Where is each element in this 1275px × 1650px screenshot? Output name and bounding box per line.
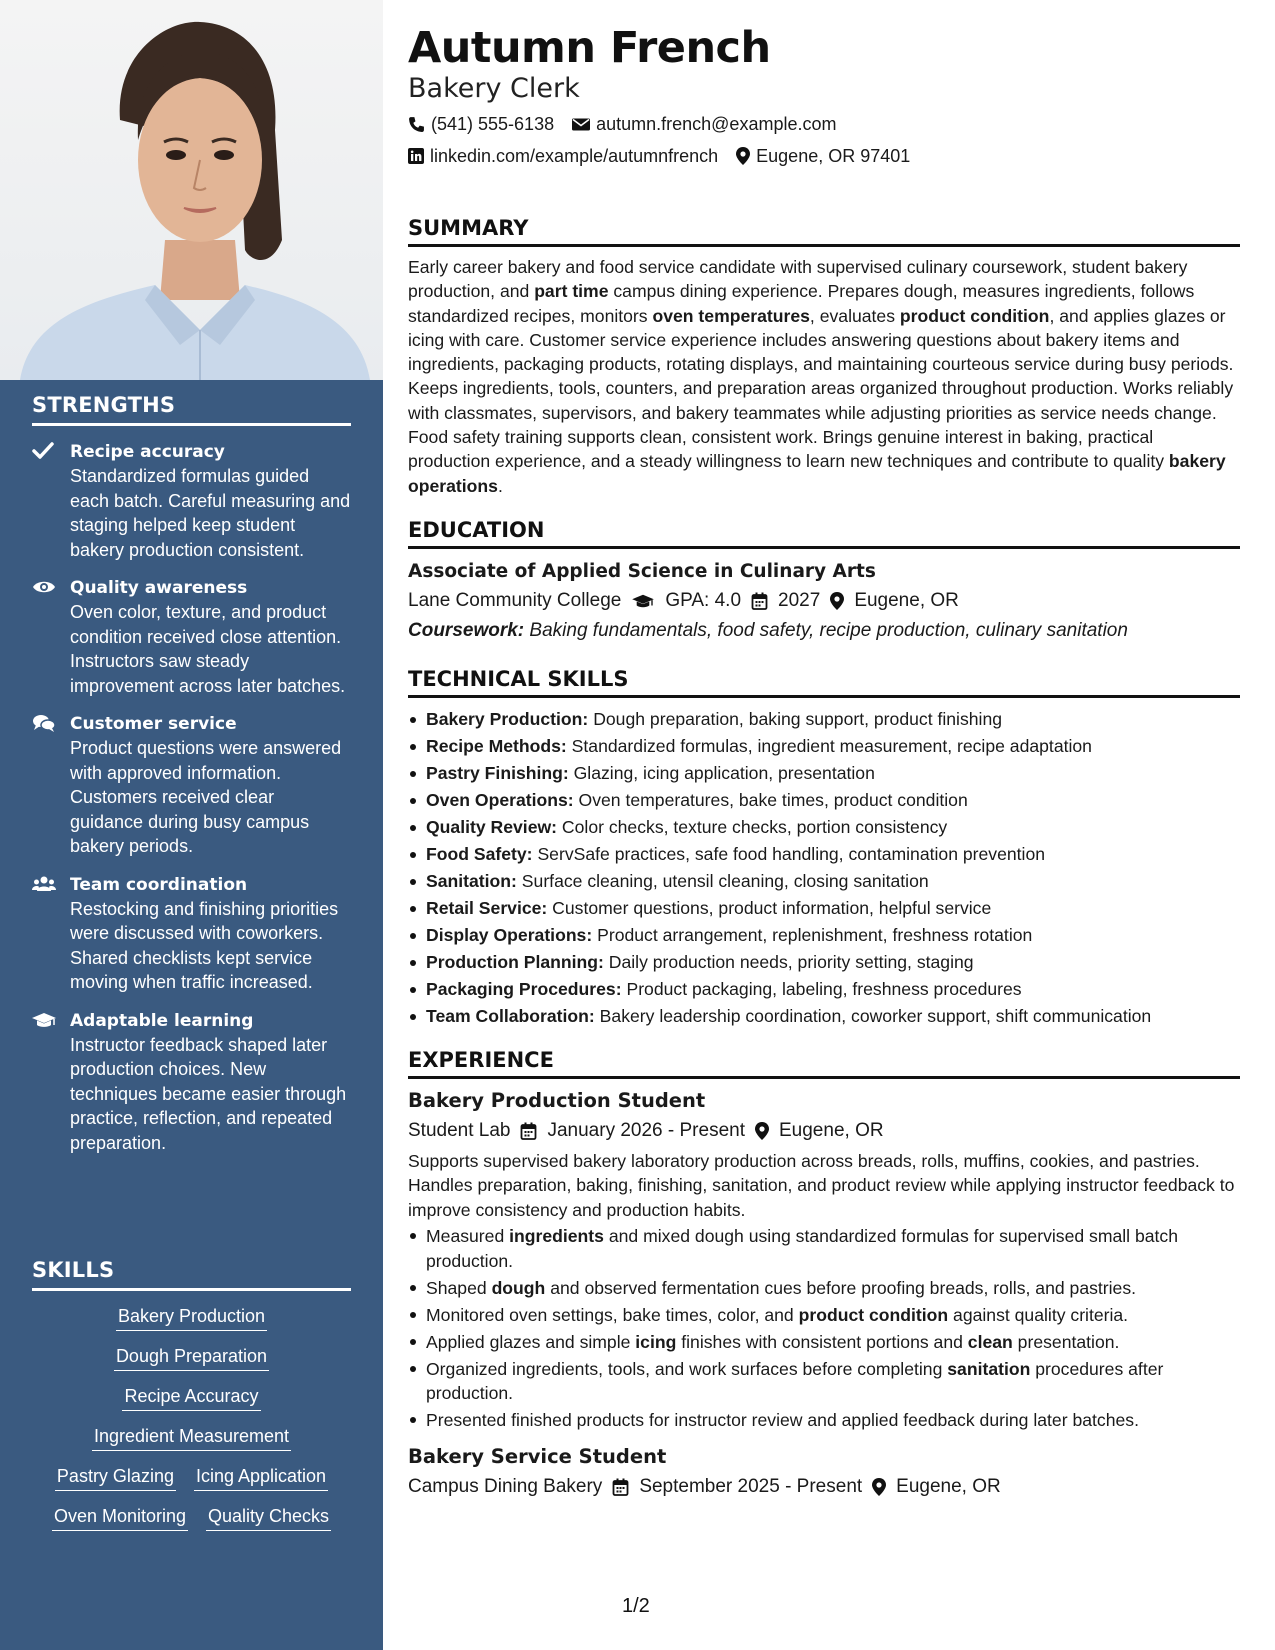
bullet-highlight: dough [491,1277,546,1298]
summary-highlight: part time [534,281,609,302]
skill-label: Team Collaboration: [426,1005,595,1026]
strength-title: Recipe accuracy [70,442,225,462]
graduation-year: 2027 [778,589,821,611]
list-item [408,868,1240,895]
graduation-cap-icon [631,592,655,610]
users-icon [32,874,56,894]
technical-skills-section [408,667,1240,1030]
bullet-text: procedures after production. [426,1358,1164,1404]
list-item [408,733,1240,760]
strength-title: Adaptable learning [70,1010,254,1031]
phone-icon [408,116,425,133]
map-marker-icon [755,1122,769,1140]
experience-section [408,1048,1240,1501]
strength-item [32,1009,351,1156]
portrait-image [0,0,383,380]
sidebar [0,0,383,1650]
strength-description: Product questions were answered with approved information. Customers received clear guidance during busy campus bakery periods. [70,738,342,856]
strength-description: Instructor feedback shaped later production choices. New techniques became easier through practice, reflection, and repeated preparation. [70,1034,347,1153]
page-number: 1/2 [622,1595,650,1617]
list-item [408,976,1240,1003]
bullet-highlight: ingredients [509,1226,604,1247]
strength-item [32,440,351,562]
list-item [408,814,1240,841]
bullet-text: Presented finished products for instructor review and applied feedback during later batches. [426,1410,1139,1431]
gpa: GPA: 4.0 [665,589,742,611]
list-item [408,1330,1240,1355]
linkedin-icon [408,148,424,164]
envelope-icon [572,117,590,132]
bullet-highlight: product condition [798,1304,949,1325]
bullet-text: Measured [426,1226,510,1247]
skill-detail: Oven temperatures, bake times, product condition [578,789,968,810]
home-location: Eugene, OR 97401 [756,146,911,166]
list-item [408,949,1240,976]
job-title: Bakery Production Student [408,1088,706,1112]
linkedin-url: linkedin.com/example/autumnfrench [430,146,719,166]
skills-heading: SKILLS [32,1258,351,1291]
strengths-heading: STRENGTHS [32,393,351,426]
phone-number: (541) 555-6138 [431,114,555,134]
summary-segment: , evaluates [809,305,900,326]
summary-segment: , and applies glazes or icing with care. Customer service experience includes answering questions about bakery items and ingredients, packaging products, rotating displays, and maintaining courteous service during busy periods. Keeps ingredients, tools, counters, and preparation areas organized throughout production. Works reliably with classmates, supervisors, and bakery teammates while adjusting priorities as service needs change. Food safety training supports clean, consistent work. Brings genuine interest in baking, practical production experience, and a steady willingness to learn new techniques and contribute to quality [408,305,1234,472]
summary-text [408,255,1240,498]
skill-label: Recipe Methods: [426,735,567,756]
skills-list [32,1305,351,1531]
summary-highlight: product condition [899,305,1050,326]
technical-skills-list [408,706,1240,1030]
calendar-icon [612,1478,629,1496]
summary-highlight: oven temperatures [652,305,810,326]
bullet-highlight: sanitation [947,1358,1031,1379]
list-item [408,1003,1240,1030]
skill-label: Bakery Production: [426,708,589,729]
school-name: Lane Community College [408,589,622,611]
list-item [408,787,1240,814]
job-location: Eugene, OR [896,1475,1001,1497]
list-item [408,760,1240,787]
check-icon [32,441,56,461]
list-item [408,1276,1240,1301]
calendar-icon [751,592,768,610]
coursework-label: Coursework: [408,619,525,641]
strength-description: Oven color, texture, and product condition received close attention. Instructors saw steady improvement across later batches. [70,602,346,696]
bullet-text: Monitored oven settings, bake times, color, and [426,1304,799,1325]
education-section [408,518,1240,645]
bullet-highlight: icing [635,1331,677,1352]
job-meta [408,1117,1240,1145]
skill-detail: Product arrangement, replenishment, freshness rotation [597,924,1033,945]
skill-label: Production Planning: [426,951,604,972]
linkedin-contact[interactable] [408,144,718,168]
strength-description: Standardized formulas guided each batch. Careful measuring and staging helped keep student bakery production consistent. [70,466,351,560]
education-heading: EDUCATION [408,518,1240,549]
summary-segment: campus dining experience. Prepares dough, measures ingredients, follows standardized recipes, monitors [408,281,1195,326]
strengths-section [32,393,351,1155]
skill-tag: Ingredient Measurement [92,1425,291,1451]
candidate-name: Autumn French [408,23,771,73]
experience-heading: EXPERIENCE [408,1048,1240,1079]
bullet-text: and observed fermentation cues before proofing breads, rolls, and pastries. [545,1277,1137,1298]
job-meta [408,1473,1240,1501]
skill-label: Oven Operations: [426,789,574,810]
skill-label: Pastry Finishing: [426,762,569,783]
list-item [408,922,1240,949]
skill-detail: Color checks, texture checks, portion consistency [561,816,948,837]
bullet-highlight: clean [967,1331,1013,1352]
skill-detail: Daily production needs, priority setting, staging [608,951,974,972]
skills-section [32,1258,351,1531]
skill-label: Sanitation: [426,870,517,891]
calendar-icon [520,1122,537,1140]
summary-segment: . [497,475,503,496]
summary-highlight: bakery operations [408,451,1226,496]
list-item [408,1408,1240,1433]
skill-tag: Recipe Accuracy [122,1385,260,1411]
skill-tag: Quality Checks [206,1505,331,1531]
degree-title: Associate of Applied Science in Culinary Arts [408,560,876,582]
skill-tag: Pastry Glazing [55,1465,176,1491]
main-content [408,22,1240,1501]
list-item [408,706,1240,733]
comments-icon [32,713,56,733]
list-item [408,1303,1240,1328]
bullet-text: finishes with consistent portions and [676,1331,968,1352]
summary-segment: Early career bakery and food service candidate with supervised culinary coursework, student bakery production, and [408,257,1188,302]
skill-detail: Standardized formulas, ingredient measurement, recipe adaptation [571,735,1092,756]
education-meta [408,587,1240,615]
list-item [408,895,1240,922]
bullet-text: presentation. [1012,1331,1120,1352]
eye-icon [32,577,56,597]
skill-tag: Dough Preparation [114,1345,269,1371]
skill-label: Packaging Procedures: [426,978,622,999]
skill-detail: Product packaging, labeling, freshness procedures [626,978,1022,999]
skill-label: Quality Review: [426,816,558,837]
list-item [408,1224,1240,1273]
job-title: Bakery Service Student [408,1444,667,1468]
bullet-text: and mixed dough using standardized formulas for supervised small batch production. [426,1226,1179,1271]
map-marker-icon [830,592,844,610]
profile-photo [0,0,383,380]
skill-label: Retail Service: [426,897,548,918]
map-marker-icon [736,147,750,165]
contact-row-2 [408,144,1240,168]
contact-row [408,112,1240,136]
map-marker-icon [872,1478,886,1496]
bullet-text: Organized ingredients, tools, and work surfaces before completing [426,1358,948,1379]
coursework-text: Baking fundamentals, food safety, recipe production, culinary sanitation [529,619,1128,641]
job-bullets [408,1224,1240,1433]
strength-title: Customer service [70,714,237,734]
skill-tag: Icing Application [194,1465,328,1491]
job-organization: Student Lab [408,1119,511,1141]
email-contact[interactable] [572,112,836,136]
job-description: Supports supervised bakery laboratory production across breads, rolls, muffins, cookies, and pastries. Handles preparation, baking, finishing, sanitation, and product review while applying instructor feedback to improve consistency and production habits. [408,1150,1235,1220]
skill-detail: Surface cleaning, utensil cleaning, closing sanitation [521,870,929,891]
skill-label: Display Operations: [426,924,593,945]
job-entry [408,1087,1240,1433]
email-address: autumn.french@example.com [596,114,837,134]
summary-section [408,216,1240,498]
strength-item [32,873,351,995]
strength-title: Quality awareness [70,578,248,598]
job-dates: January 2026 - Present [547,1119,745,1141]
skill-tag: Oven Monitoring [52,1505,188,1531]
bullet-text: Applied glazes and simple [426,1331,636,1352]
job-entry [408,1443,1240,1501]
skill-detail: Glazing, icing application, presentation [573,762,875,783]
job-organization: Campus Dining Bakery [408,1475,603,1497]
job-role: Bakery Clerk [408,73,580,104]
strength-description: Restocking and finishing priorities were discussed with coworkers. Shared checklists kept service moving when traffic increased. [70,898,339,992]
graduation-cap-icon [32,1010,56,1030]
job-location: Eugene, OR [779,1119,884,1141]
strength-title: Team coordination [70,874,248,895]
skill-tag: Bakery Production [116,1305,267,1331]
phone-contact[interactable] [408,112,554,136]
summary-heading: SUMMARY [408,216,1240,247]
list-item [408,841,1240,868]
bullet-text: Shaped [426,1277,492,1298]
job-dates: September 2025 - Present [639,1475,863,1497]
skill-detail: ServSafe practices, safe food handling, contamination prevention [537,843,1046,864]
bullet-text: against quality criteria. [948,1304,1129,1325]
strength-item [32,576,351,698]
list-item [408,1357,1240,1406]
location-contact [736,144,910,168]
technical-skills-heading: TECHNICAL SKILLS [408,667,1240,698]
skill-detail: Customer questions, product information, helpful service [552,897,992,918]
skill-detail: Bakery leadership coordination, coworker support, shift communication [599,1005,1152,1026]
skill-label: Food Safety: [426,843,533,864]
skill-detail: Dough preparation, baking support, product finishing [593,708,1003,729]
school-location: Eugene, OR [854,589,959,611]
strength-item [32,712,351,859]
coursework-line [408,617,1240,645]
